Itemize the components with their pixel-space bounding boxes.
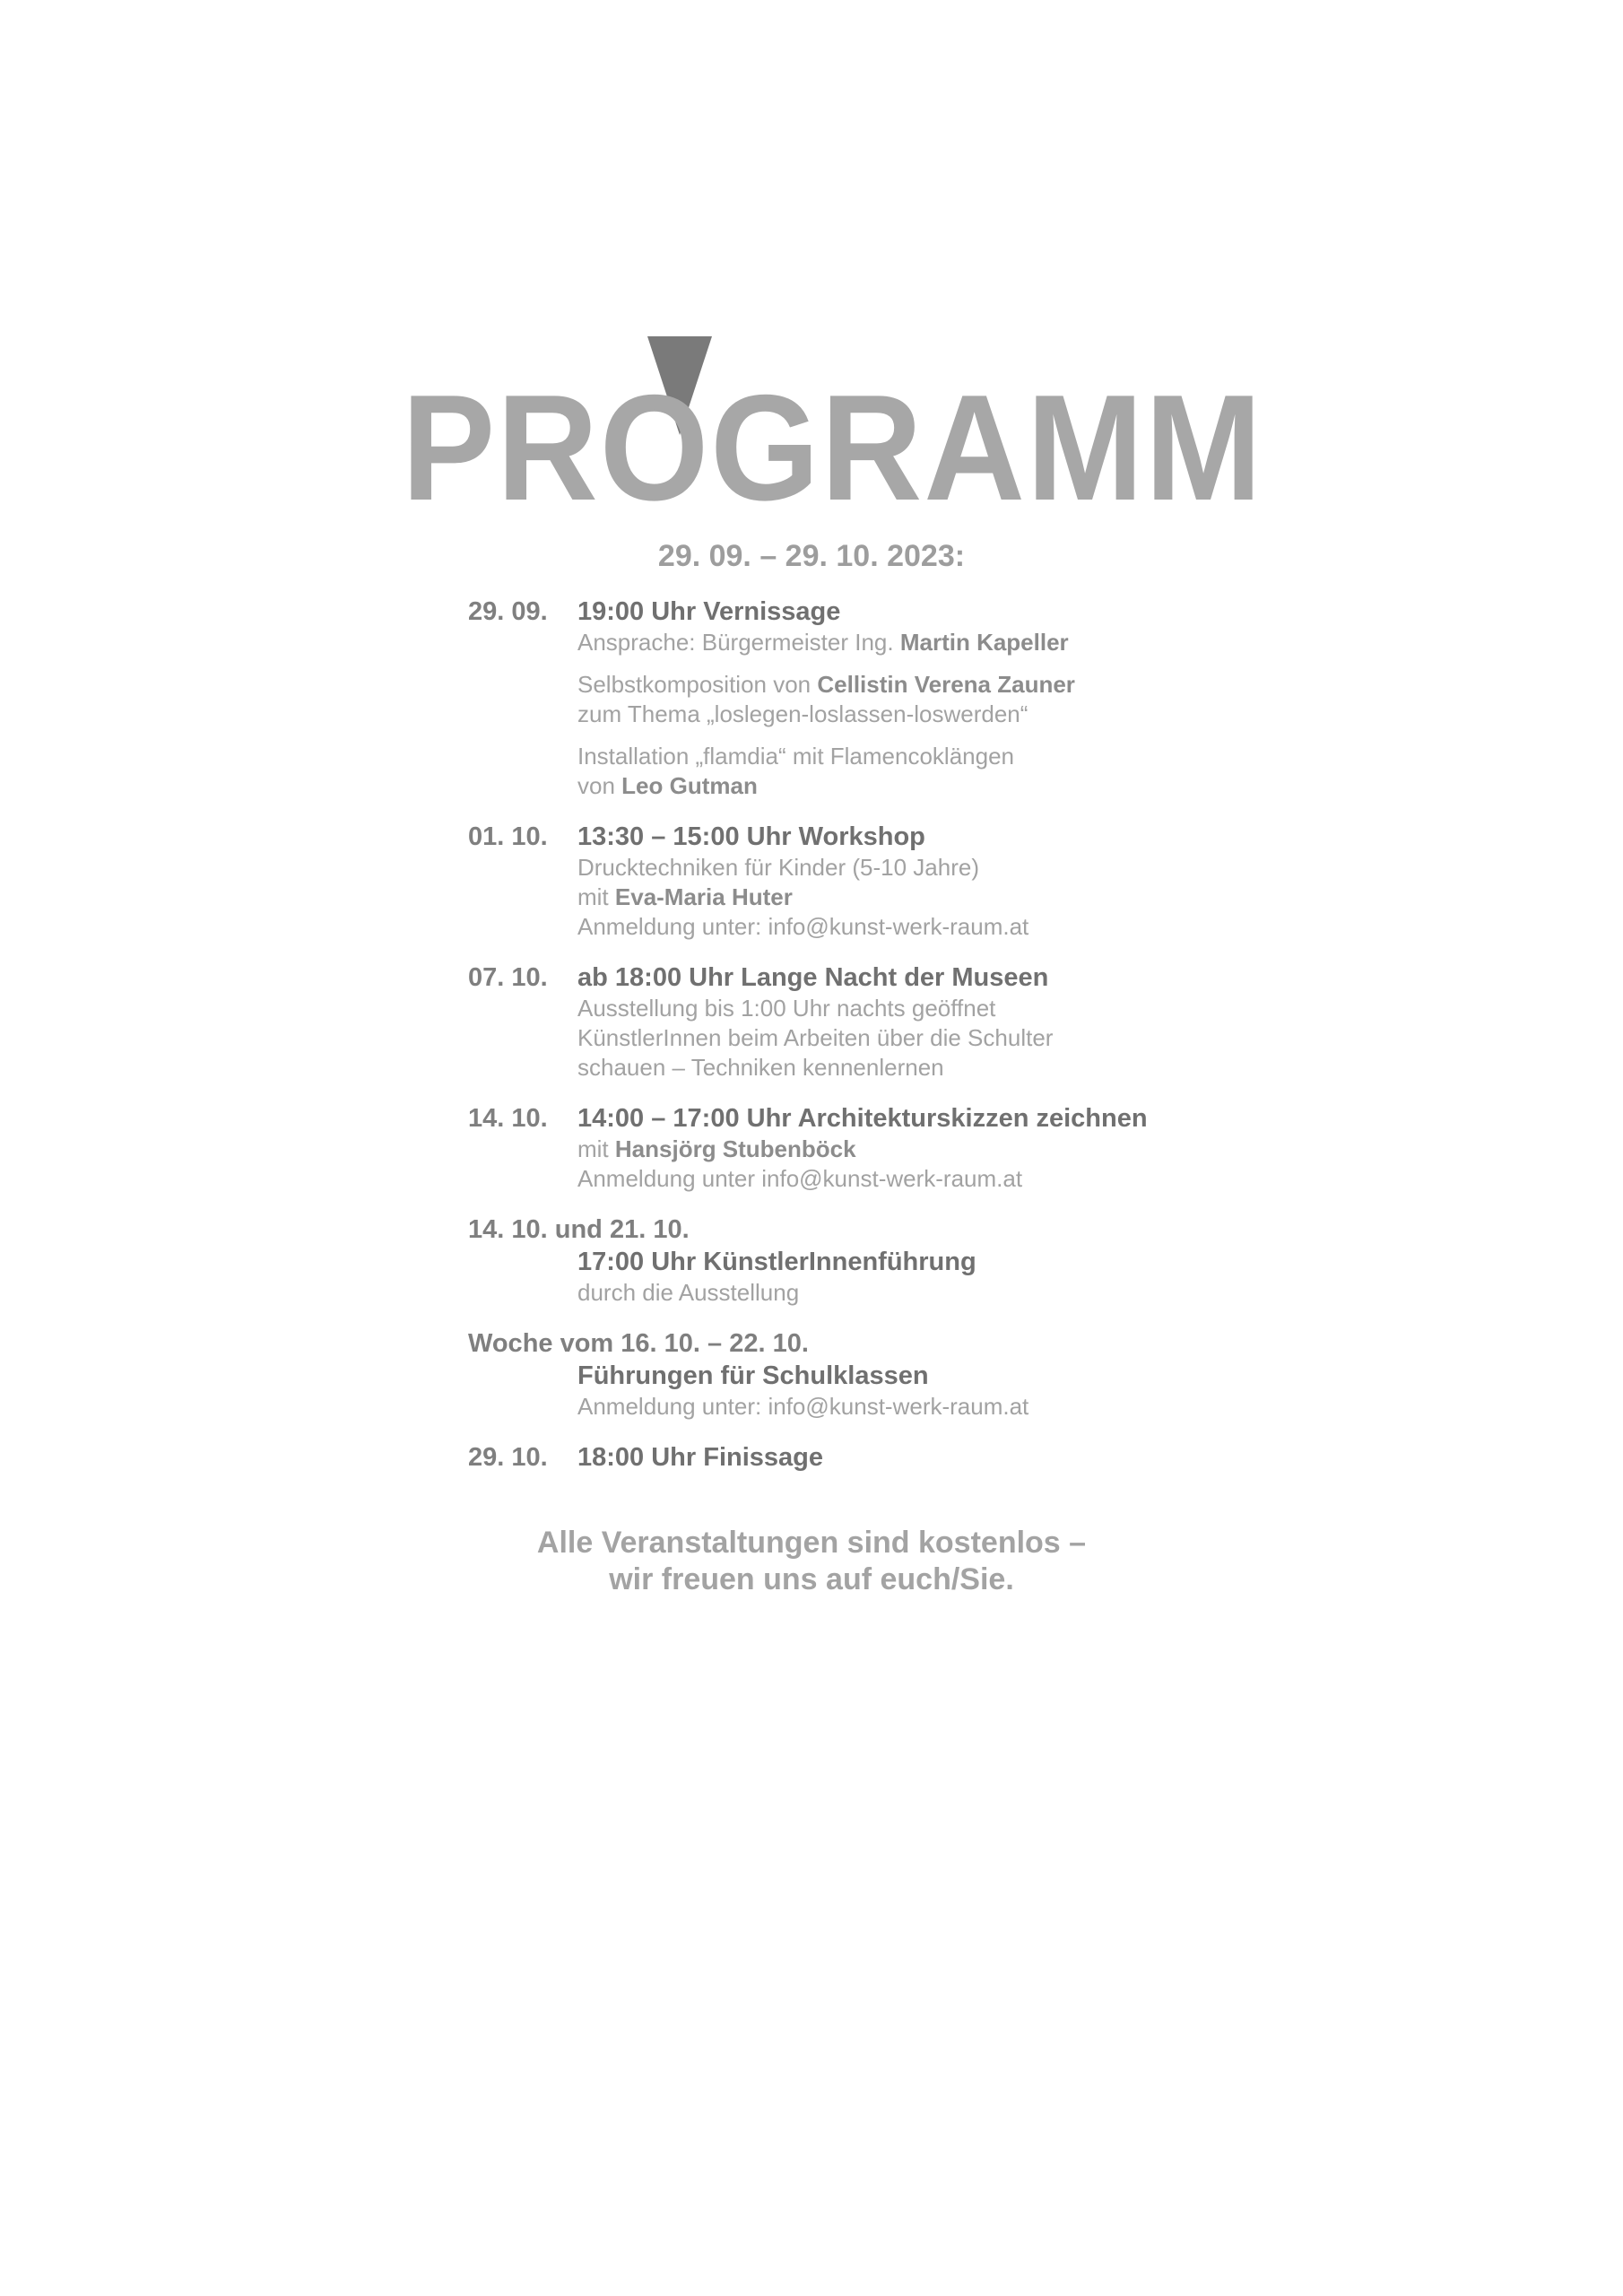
- person-name: Martin Kapeller: [899, 629, 1069, 656]
- event-entry: [468, 961, 1275, 1083]
- date-range: 29. 09. – 29. 10. 2023:: [657, 539, 966, 573]
- title-text: PROGRAMM: [402, 363, 1263, 532]
- event-detail-line: [577, 628, 1275, 657]
- event-detail-line: [577, 883, 1275, 912]
- detail-text: durch die Ausstellung: [577, 1279, 800, 1306]
- detail-text: Anmeldung unter info@kunst-werk-raum.at: [577, 1165, 1023, 1192]
- event-headline: 14:00 – 17:00 Uhr Architekturskizzen zeichnen: [577, 1104, 1148, 1133]
- event-entry: [468, 821, 1275, 942]
- event-headline: Führungen für Schulklassen: [577, 1361, 929, 1390]
- person-name: Cellistin Verena Zauner: [817, 671, 1075, 698]
- detail-text: zum Thema „loslegen-loslassen-loswerden“: [577, 700, 1028, 727]
- event-details: [577, 1441, 1275, 1474]
- event-detail-line: [577, 912, 1275, 942]
- event-detail-line: [577, 742, 1275, 771]
- event-headline: 17:00 Uhr KünstlerInnenführung: [577, 1248, 976, 1276]
- event-entry: [468, 1102, 1275, 1194]
- event-headline: ab 18:00 Uhr Lange Nacht der Museen: [577, 963, 1049, 992]
- event-detail-line: [577, 1053, 1275, 1083]
- closing-line-2: wir freuen uns auf euch/Sie.: [609, 1562, 1014, 1596]
- person-name: Leo Gutman: [621, 772, 758, 799]
- event-entry: [468, 596, 1275, 801]
- event-date: 14. 10.: [468, 1104, 548, 1133]
- detail-text: mit: [577, 883, 615, 910]
- paragraph-gap: [577, 729, 1275, 742]
- closing-note: [0, 1525, 1623, 1598]
- event-details: [577, 1102, 1275, 1194]
- event-date: 29. 10.: [468, 1443, 548, 1472]
- event-detail-line: [577, 670, 1275, 700]
- event-headline: 13:30 – 15:00 Uhr Workshop: [577, 822, 925, 851]
- event-entry: [468, 1213, 1275, 1308]
- person-name: Eva-Maria Huter: [614, 883, 793, 910]
- event-detail-line: [577, 1164, 1275, 1194]
- detail-text: Ansprache: Bürgermeister Ing.: [577, 629, 900, 656]
- event-headline: 18:00 Uhr Finissage: [577, 1443, 823, 1472]
- detail-text: schauen – Techniken kennenlernen: [577, 1054, 944, 1081]
- detail-text: Installation „flamdia“ mit Flamencoklängen: [577, 743, 1014, 770]
- event-date: Woche vom 16. 10. – 22. 10.: [468, 1329, 809, 1358]
- closing-line-1: Alle Veranstaltungen sind kostenlos –: [536, 1526, 1087, 1560]
- detail-text: mit: [577, 1135, 615, 1162]
- detail-text: Ausstellung bis 1:00 Uhr nachts geöffnet: [577, 995, 996, 1022]
- detail-text: von: [577, 772, 622, 799]
- event-detail-line: [577, 700, 1275, 729]
- event-details: [577, 821, 1275, 942]
- event-detail-line: [577, 771, 1275, 801]
- detail-text: KünstlerInnen beim Arbeiten über die Schulter: [577, 1024, 1054, 1051]
- event-details: [577, 596, 1275, 801]
- event-entry: [468, 1327, 1275, 1422]
- event-detail-line: [577, 1023, 1275, 1053]
- event-date: 07. 10.: [468, 963, 548, 992]
- event-details: [577, 1360, 1275, 1422]
- event-entry: [468, 1441, 1275, 1474]
- event-detail-line: [577, 1278, 1275, 1308]
- program-title: [402, 336, 1263, 532]
- person-name: Hansjörg Stubenböck: [614, 1135, 856, 1162]
- detail-text: Selbstkomposition von: [577, 671, 818, 698]
- detail-text: Anmeldung unter: info@kunst-werk-raum.at: [577, 1393, 1029, 1420]
- event-schedule: [468, 596, 1275, 1493]
- event-detail-line: [577, 1135, 1275, 1164]
- event-headline: 19:00 Uhr Vernissage: [577, 597, 841, 626]
- detail-text: Drucktechniken für Kinder (5-10 Jahre): [577, 854, 979, 881]
- event-date: 01. 10.: [468, 822, 548, 851]
- event-detail-line: [577, 853, 1275, 883]
- event-date: 29. 09.: [468, 597, 548, 626]
- event-details: [577, 961, 1275, 1083]
- event-details: [577, 1246, 1275, 1308]
- event-detail-line: [577, 1392, 1275, 1422]
- detail-text: Anmeldung unter: info@kunst-werk-raum.at: [577, 913, 1029, 940]
- event-detail-line: [577, 994, 1275, 1023]
- paragraph-gap: [577, 657, 1275, 670]
- event-date: 14. 10. und 21. 10.: [468, 1215, 690, 1244]
